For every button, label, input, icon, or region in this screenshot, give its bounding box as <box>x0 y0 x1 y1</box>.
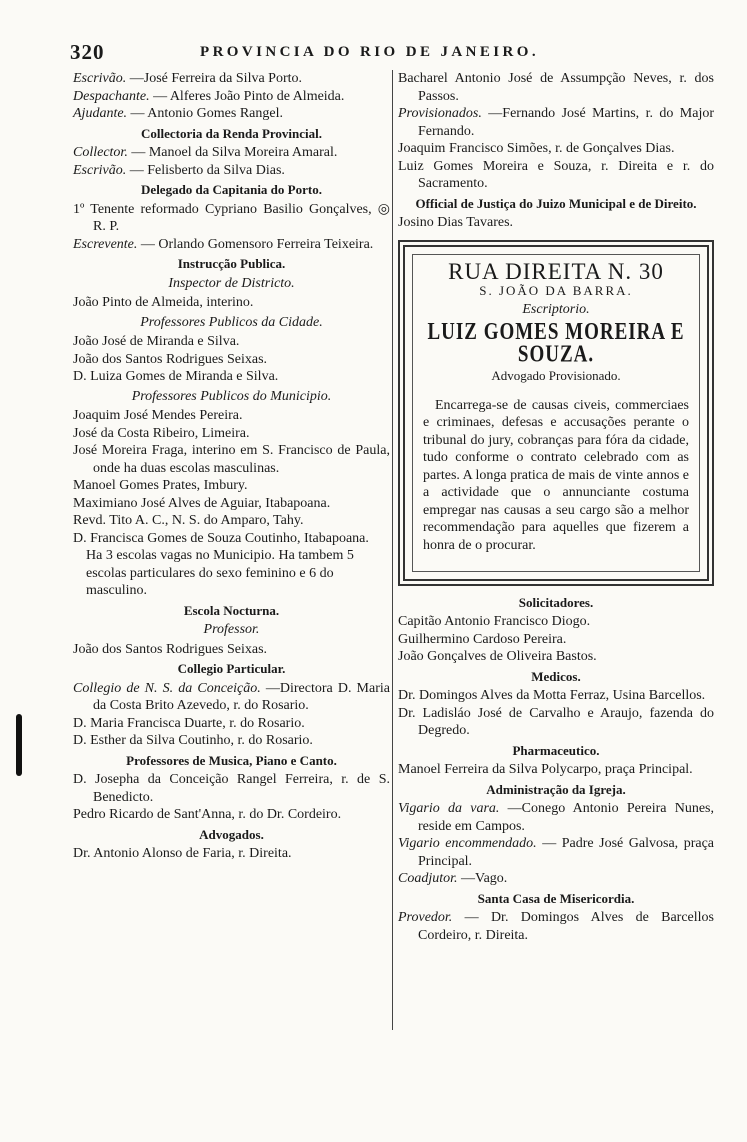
entry <box>73 201 390 236</box>
entry-role-label: Vigario encommendado. <box>398 836 537 851</box>
entry-text: Professores de Musica, Piano e Canto. <box>126 752 337 768</box>
entry-text: —Conego Antonio Pereira Nunes, reside em Campos. <box>418 801 714 834</box>
entry-role-label: Provedor. <box>398 910 453 925</box>
entry-text: D. Esther da Silva Coutinho, r. do Rosario. <box>73 733 313 748</box>
entry-role-label: Escrivão. <box>73 71 127 86</box>
entry <box>73 477 390 495</box>
advertisement-box <box>398 240 714 586</box>
entry <box>398 214 714 232</box>
entry-text: José Moreira Fraga, interino em S. Francisco de Paula, onde ha duas escolas masculinas. <box>73 443 390 476</box>
entry-text: D. Francisca Gomes de Souza Coutinho, Itabapoana. <box>73 530 369 546</box>
subheading <box>73 314 390 332</box>
entry <box>73 495 390 513</box>
entry-text: —Fernando José Martins, r. do Major Fernando. <box>418 106 714 139</box>
entry <box>73 715 390 733</box>
section-heading <box>73 181 390 199</box>
entry-text: Joaquim Francisco Simões, r. de Gonçalves Dias. <box>398 141 675 156</box>
entry <box>398 800 714 835</box>
subheading <box>73 275 390 293</box>
entry-text: Pedro Ricardo de Sant'Anna, r. do Dr. Cordeiro. <box>73 807 342 822</box>
entry <box>73 333 390 351</box>
entry-text: Collectoria da Renda Provincial. <box>140 125 323 141</box>
entry-text: — Felisberto da Silva Dias. <box>129 162 285 178</box>
entry <box>73 407 390 425</box>
entry <box>73 144 390 162</box>
section-heading <box>398 195 714 213</box>
entry-role-label: Escrevente. <box>73 236 138 252</box>
entry-text: Official de Justiça do Juizo Municipal e de Direito. <box>415 195 697 211</box>
entry-text: Revd. Tito A. C., N. S. do Amparo, Tahy. <box>73 513 304 528</box>
entry <box>73 368 390 386</box>
entry-text: João José de Miranda e Silva. <box>73 334 240 349</box>
entry-text: D. Maria Francisca Duarte, r. do Rosario. <box>73 715 305 731</box>
entry <box>398 687 714 705</box>
entry <box>73 547 390 600</box>
entry-text: Medicos. <box>531 668 581 684</box>
entry-text: João dos Santos Rodrigues Seixas. <box>73 351 268 367</box>
entry <box>73 845 390 863</box>
entry-text: João dos Santos Rodrigues Seixas. <box>73 641 268 657</box>
entry <box>398 105 714 140</box>
entry-role-label: Despachante. <box>73 88 150 104</box>
margin-ink-mark <box>16 714 22 776</box>
entry-role-label: Escrivão. <box>73 162 127 178</box>
entry <box>398 613 714 631</box>
entry <box>73 70 390 88</box>
entry-text: D. Luiza Gomes de Miranda e Silva. <box>73 369 279 384</box>
entry-text: —Vago. <box>461 871 508 886</box>
entry <box>73 105 390 123</box>
ad-lawyer-name: LUIZ GOMES MOREIRA E SOUZA. <box>427 319 685 368</box>
ad-office: Escriptorio. <box>522 301 590 317</box>
entry <box>73 294 390 312</box>
entry <box>73 425 390 443</box>
entry <box>73 806 390 824</box>
entry-role-label: Ajudante. <box>73 106 128 121</box>
entry <box>398 631 714 649</box>
section-heading <box>398 742 714 760</box>
entry <box>398 761 714 779</box>
entry <box>73 351 390 369</box>
entry-text: Professores Publicos do Municipio. <box>131 388 332 404</box>
entry-text: Dr. Domingos Alves da Motta Ferraz, Usina Barcellos. <box>398 688 706 703</box>
page-number: 320 <box>70 40 105 64</box>
entry-text: Luiz Gomes Moreira e Souza, r. Direita e r. do Sacramento. <box>398 158 714 191</box>
entry <box>73 512 390 530</box>
entry <box>73 530 390 548</box>
entry-text: — Dr. Domingos Alves de Barcellos Cordeiro, r. Direita. <box>418 910 714 943</box>
entry-text: — Antonio Gomes Rangel. <box>130 106 283 121</box>
entry-text: Santa Casa de Misericordia. <box>477 890 635 906</box>
entry-text: —Directora D. Maria da Costa Brito Azevedo, r. do Rosario. <box>93 680 390 713</box>
section-heading <box>73 602 390 620</box>
entry-text: Pharmaceutico. <box>512 742 600 758</box>
section-heading <box>398 890 714 908</box>
section-heading <box>398 781 714 799</box>
entry-text: 1º Tenente reformado Cypriano Basilio Gonçalves, ◎ R. P. <box>73 201 390 234</box>
entry-text: —José Ferreira da Silva Porto. <box>129 71 303 86</box>
entry-text: José da Costa Ribeiro, Limeira. <box>73 425 250 441</box>
entry <box>398 870 714 888</box>
subheading <box>73 621 390 639</box>
page-header <box>70 40 720 64</box>
entry-text: Escola Nocturna. <box>183 602 280 618</box>
entry-text: João Gonçalves de Oliveira Bastos. <box>398 649 597 664</box>
entry-text: Instrucção Publica. <box>177 256 286 271</box>
entry <box>398 705 714 740</box>
entry-text: Solicitadores. <box>518 594 594 610</box>
ad-lawyer-title: Advogado Provisionado. <box>491 368 621 383</box>
entry <box>398 648 714 666</box>
entry-role-label: Collector. <box>73 145 128 160</box>
advertisement-inner-frame <box>412 254 700 572</box>
entry <box>73 732 390 750</box>
entry-text: Dr. Ladisláo José de Carvalho e Araujo, fazenda do Degredo. <box>398 705 714 738</box>
entry <box>73 771 390 806</box>
ad-body-text: Encarrega-se de causas civeis, commerciaes e criminaes, defesas e accusações perante o tribunal do jury, cobranças para fóra da cidade, tudo conforme o contrato celebrado com as partes. A longa pratica de mais de vinte annos e a actividade que o annunciante costuma empregar nas causas a seu cargo são a melhor recommendação para aquelles que fizerem a honra de o procurar. <box>423 397 689 553</box>
entry-text: Maximiano José Alves de Aguiar, Itabapoana. <box>73 495 331 511</box>
entry <box>73 641 390 659</box>
right-column <box>398 70 714 944</box>
entry-text: — Orlando Gomensoro Ferreira Teixeira. <box>140 236 374 252</box>
entry-text: Collegio Particular. <box>177 661 286 676</box>
section-heading <box>73 660 390 678</box>
entry <box>73 442 390 477</box>
entry-text: Advogados. <box>199 826 264 842</box>
entry <box>398 140 714 158</box>
section-heading <box>398 594 714 612</box>
ad-town: S. JOÃO DA BARRA. <box>479 283 633 298</box>
left-column <box>73 70 390 863</box>
entry-text: Dr. Antonio Alonso de Faria, r. Direita. <box>73 846 292 861</box>
entry-text: Bacharel Antonio José de Assumpção Neves, r. dos Passos. <box>398 71 714 104</box>
section-heading <box>73 125 390 143</box>
entry-text: — Manoel da Silva Moreira Amaral. <box>131 145 338 160</box>
entry <box>398 70 714 105</box>
column-divider <box>392 70 393 1030</box>
section-heading <box>398 668 714 686</box>
entry-text: Delegado da Capitania do Porto. <box>141 182 322 197</box>
entry-role-label: Coadjutor. <box>398 871 458 886</box>
entry <box>73 162 390 180</box>
entry-role-label: Provisionados. <box>398 106 482 121</box>
running-title: PROVINCIA DO RIO DE JANEIRO. <box>200 44 539 60</box>
entry <box>73 88 390 106</box>
entry-text: Capitão Antonio Francisco Diogo. <box>398 614 591 629</box>
ad-street-address: RUA DIREITA N. 30 <box>448 258 664 284</box>
section-heading <box>73 255 390 273</box>
entry-text: Professor. <box>203 622 260 637</box>
entry-text: Joaquim José Mendes Pereira. <box>73 408 243 423</box>
section-heading <box>73 826 390 844</box>
entry-text: Administração da Igreja. <box>486 781 626 797</box>
entry-text: João Pinto de Almeida, interino. <box>73 295 254 310</box>
entry <box>398 158 714 193</box>
entry-text: Manoel Ferreira da Silva Polycarpo, praça Principal. <box>398 762 693 777</box>
entry-role-label: Vigario da vara. <box>398 801 500 816</box>
entry-text: Manoel Gomes Prates, Imbury. <box>73 478 248 493</box>
entry-role-label: Collegio de N. S. da Conceição. <box>73 680 261 696</box>
entry-text: Guilhermino Cardoso Pereira. <box>398 631 567 647</box>
entry-text: — Alferes João Pinto de Almeida. <box>153 88 345 104</box>
entry-text: Ha 3 escolas vagas no Municipio. Ha tambem 5 escolas particulares do sexo feminino e 6 do masculino. <box>86 548 354 598</box>
entry <box>73 680 390 715</box>
entry <box>398 909 714 944</box>
entry <box>398 835 714 870</box>
entry-text: Inspector de Districto. <box>168 275 295 291</box>
entry-text: Josino Dias Tavares. <box>398 215 514 230</box>
entry-text: — Padre José Galvosa, praça Principal. <box>418 836 714 869</box>
right-column-bottom <box>398 594 714 945</box>
right-column-top <box>398 70 714 232</box>
section-heading <box>73 752 390 770</box>
subheading <box>73 388 390 406</box>
entry-text: D. Josepha da Conceição Rangel Ferreira, r. de S. Benedicto. <box>73 772 390 805</box>
entry <box>73 236 390 254</box>
entry-text: Professores Publicos da Cidade. <box>140 314 323 330</box>
